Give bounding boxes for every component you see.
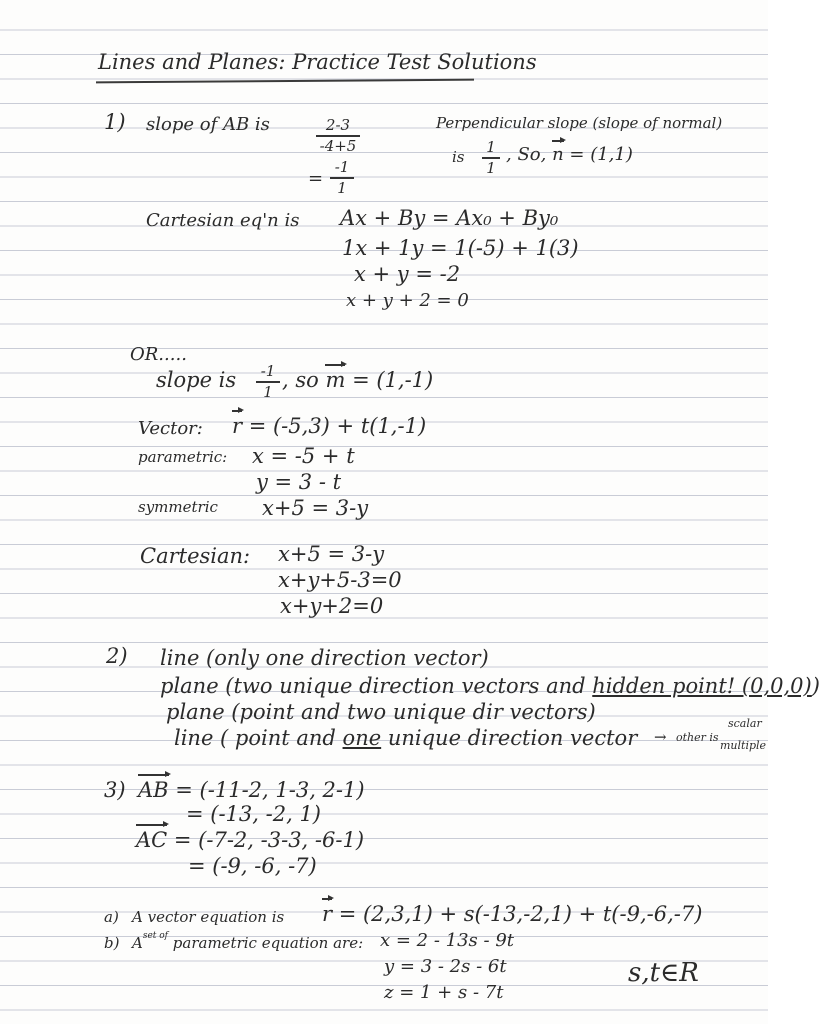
vector-arrow xyxy=(552,140,564,142)
q2-note-arrow: → xyxy=(654,728,667,746)
q3a-equation xyxy=(322,904,702,925)
q1-symmetric-label: symmetric xyxy=(138,498,218,516)
q1-cartesian-alt-label: Cartesian: xyxy=(140,544,251,568)
q1-or-label: OR..... xyxy=(130,344,187,365)
vector-arrow xyxy=(232,410,242,412)
q3b-x: x = 2 - 13s - 9t xyxy=(380,930,515,951)
q1-cartesian-line-1: Ax + By = Ax₀ + By₀ xyxy=(340,206,559,230)
normal-vector-value: = (1,1) xyxy=(563,144,633,165)
q1-parametric-x: x = -5 + t xyxy=(252,444,355,468)
q1-cartesian-line-2: 1x + 1y = 1(-5) + 1(3) xyxy=(342,236,579,260)
q2-answer-4-text: line ( point and xyxy=(174,726,343,750)
q3a-position-vector-letter: r xyxy=(322,902,333,926)
q1-cartesian-line-4: x + y + 2 = 0 xyxy=(346,290,469,311)
q2-answer-2-text: plane (two unique direction vectors and xyxy=(160,674,593,698)
q3-ab-line-1 xyxy=(138,780,365,801)
vector-equation-rhs: = (-5,3) + t(1,-1) xyxy=(242,414,427,438)
normal-vector-letter: n xyxy=(552,144,564,165)
direction-vector-symbol xyxy=(325,370,345,391)
q1-slope-eq-prefix: = xyxy=(308,168,324,189)
position-vector-letter: r xyxy=(232,414,243,438)
q1-slope-result-denominator: 1 xyxy=(337,178,347,197)
ab-vector-letters: AB xyxy=(138,778,169,802)
q3a-position-vector-symbol xyxy=(322,904,332,925)
ac-vector-letters: AC xyxy=(136,828,168,852)
q1-slope-fraction xyxy=(316,118,360,154)
q2-hidden-point: hidden point! (0,0,0) xyxy=(592,674,812,698)
q3-ac-line-1 xyxy=(136,830,364,851)
direction-vector-letter: m xyxy=(325,368,346,392)
q1-parametric-y: y = 3 - t xyxy=(256,470,342,494)
q1-perp-so: , So, xyxy=(506,144,547,165)
q1-cartesian-alt-line-2: x+y+5-3=0 xyxy=(278,568,402,592)
q1-slope-alt xyxy=(156,370,236,391)
q1-cartesian-line-3: x + y = -2 xyxy=(354,262,461,286)
q2-answer-2 xyxy=(160,676,820,697)
q1-cartesian-alt-line-1: x+5 = 3-y xyxy=(278,542,385,566)
q3b-y: y = 3 - 2s - 6t xyxy=(384,956,507,977)
q1-direction-vector xyxy=(282,370,433,391)
q1-perp-denominator: 1 xyxy=(486,158,496,177)
ab-vector-symbol xyxy=(138,780,169,801)
q1-slope-result-numerator: -1 xyxy=(334,158,350,176)
q1-perp-fraction xyxy=(482,140,500,176)
q1-slope-alt-denominator: 1 xyxy=(263,382,273,401)
q1-parametric-label: parametric: xyxy=(138,448,228,466)
ac-vector-symbol xyxy=(136,830,167,851)
q3-ac-line-2: = (-9, -6, -7) xyxy=(188,854,317,878)
q1-perp-numerator: 1 xyxy=(486,138,496,156)
q3b-text-set-of: set of xyxy=(142,931,169,941)
q2-note-other-is: other is xyxy=(676,731,719,744)
q2-answer-2-close: ) xyxy=(811,674,820,698)
direction-vector-value: = (1,-1) xyxy=(345,368,434,392)
q1-slope-alt-so: , so xyxy=(282,368,319,392)
q1-slope-label: slope of AB is xyxy=(146,114,270,135)
q2-answer-4-one: one xyxy=(342,726,382,750)
q3a-equation-rhs: = (2,3,1) + s(-13,-2,1) + t(-9,-6,-7) xyxy=(332,902,703,926)
q1-perp-is: is xyxy=(452,148,465,166)
position-vector-symbol xyxy=(232,416,242,437)
q1-cartesian-alt-line-3: x+y+2=0 xyxy=(280,594,384,618)
vector-arrow xyxy=(325,364,345,366)
q2-answer-4 xyxy=(174,728,637,749)
q1-cartesian-label: Cartesian eq'n is xyxy=(146,210,300,231)
vector-arrow xyxy=(138,774,169,776)
q3b-text-a: A xyxy=(132,934,143,952)
ac-vector-expression: = (-7-2, -3-3, -6-1) xyxy=(167,828,365,852)
title-underline xyxy=(96,79,474,83)
q3a-label: a) xyxy=(104,908,119,926)
q2-note-scalar: scalar xyxy=(728,717,762,730)
q1-vector-equation xyxy=(232,416,426,437)
ab-vector-expression: = (-11-2, 1-3, 2-1) xyxy=(168,778,365,802)
q3a-text: A vector equation is xyxy=(132,908,285,926)
q2-number: 2) xyxy=(106,644,128,668)
q1-slope-alt-fraction xyxy=(256,364,280,400)
q3b-text xyxy=(132,931,364,952)
page-title: Lines and Planes: Practice Test Solutions xyxy=(98,50,537,74)
q1-slope-numerator: 2-3 xyxy=(325,116,351,134)
q1-normal-vector xyxy=(506,146,633,164)
q1-vector-label: Vector: xyxy=(138,418,203,439)
vector-arrow xyxy=(136,824,167,826)
q1-symmetric-equation: x+5 = 3-y xyxy=(262,496,369,520)
q1-slope-denominator: -4+5 xyxy=(319,136,357,155)
q3b-z: z = 1 + s - 7t xyxy=(384,982,504,1003)
q2-answer-3: plane (point and two unique dir vectors) xyxy=(166,700,596,724)
q2-answer-4-rest: unique direction vector xyxy=(381,726,638,750)
q3-ab-line-2: = (-13, -2, 1) xyxy=(186,802,321,826)
q1-slope-result-fraction xyxy=(330,160,354,196)
q1-number: 1) xyxy=(104,110,126,134)
q1-perp-line: Perpendicular slope (slope of normal) xyxy=(436,114,723,132)
q3b-domain: s,t∈R xyxy=(628,958,699,988)
q2-answer-1: line (only one direction vector) xyxy=(160,646,489,670)
q2-note-multiple: multiple xyxy=(720,739,767,752)
q1-slope-alt-label: slope is xyxy=(156,368,237,392)
normal-vector-symbol xyxy=(552,146,564,164)
q3b-label: b) xyxy=(104,934,120,952)
q3-number: 3) xyxy=(104,778,126,802)
vector-arrow xyxy=(322,898,332,900)
q1-slope-alt-numerator: -1 xyxy=(260,362,276,380)
q3b-text-rest: parametric equation are: xyxy=(168,934,364,952)
